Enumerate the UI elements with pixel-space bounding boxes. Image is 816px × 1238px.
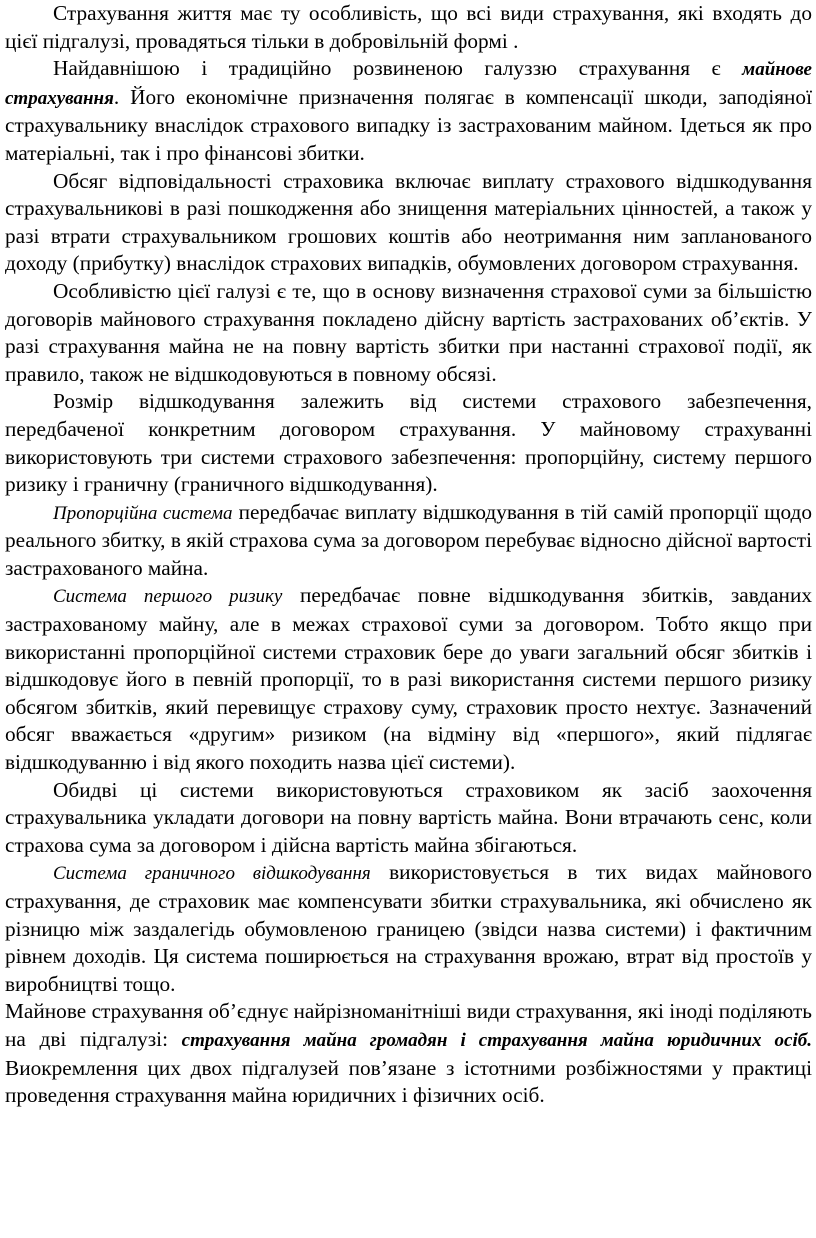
- paragraph-text: Обсяг відповідальності страховика включає виплату страхового відшкодування страхувальникові в разі пошкодження або знищення матеріальних цінностей, а також у разі втрати страхувальником грошових коштів або неотримання ним запланованого доходу (прибутку) внаслідок страхових випадків, обумовлених договором страхування.: [5, 168, 812, 276]
- term-proportional-system: Пропорційна система: [53, 502, 233, 524]
- term-first-risk-system: Система першого ризику: [53, 586, 283, 608]
- paragraph-coverage-systems: [5, 388, 812, 498]
- paragraph-subsectors: [5, 998, 812, 1109]
- paragraph-text: Виокремлення цих двох підгалузей пов’язане з істотними розбіжностями у практиці проведення страхування майна юридичних і фізичних осіб.: [5, 1055, 812, 1108]
- paragraph-limit-system: [5, 859, 812, 998]
- paragraph-text: передбачає повне відшкодування збитків, завданих застрахованому майну, але в межах страхової суми за договором. Тобто якщо при використанні пропорційної системи страховик бере до уваги загальний обсяг збитків і відшкодовує його в певній пропорції, то в разі використання системи першого ризику обсягом збитків, який перевищує страхову суму, страховик просто нехтує. Зазначений обсяг вважається «другим» ризиком (на відміну від «першого», який підлягає відшкодуванню і від якого походить назва цієї системи).: [5, 583, 812, 775]
- paragraph-text: Майнове страхування об’єднує найрізноманітніші види страхування, які іноді поділяють на дві підгалузі:: [5, 999, 812, 1051]
- paragraph-text: передбачає виплату відшкодування в тій самій пропорції щодо реального збитку, в якій страхова сума за договором перебуває відносно дійсної вартості застрахованого майна.: [5, 499, 812, 580]
- paragraph-text: Найдавнішою і традиційно розвиненою галуззю страхування є: [53, 56, 743, 81]
- paragraph-text: . Його економічне призначення полягає в компенсації шкоди, заподіяної страхувальнику внаслідок страхового випадку із застрахованим майном. Ідеться як про матеріальні, так і про фінансові збитки.: [5, 84, 812, 165]
- paragraph-text: використовується в тих видах майнового страхування, де страховик має компенсувати збитки страхувальника, які обчислено як різницю між заздалегідь обумовленою границею (звідси назва системи) і фактичним рівнем доходів. Ця система поширюється на страхування врожаю, втрат від простоїв у виробництві тощо.: [5, 860, 812, 996]
- term-limit-system: Система граничного відшкодування: [53, 863, 371, 885]
- paragraph-text: Обидві ці системи використовуються страховиком як засіб заохочення страхувальника укладати договори на повну вартість майна. Вони втрачають сенс, коли страхова сума за договором і дійсна вартість майна збігаються.: [5, 777, 812, 857]
- paragraph-both-systems: [5, 777, 812, 860]
- paragraph-sum-insured: [5, 278, 812, 388]
- paragraph-proportional-system: [5, 499, 812, 583]
- paragraph-first-risk-system: [5, 582, 812, 776]
- paragraph-text: Страхування життя має ту особливість, що всі види страхування, які входять до цієї підгалузі, провадяться тільки в добровільній формі .: [5, 1, 812, 53]
- term-subsectors: страхування майна громадян і страхування майна юридичних осіб.: [181, 1029, 812, 1051]
- paragraph-text: Розмір відшкодування залежить від системи страхового забезпечення, передбаченої конкретним договором страхування. У майновому страхуванні використовують три системи страхового забезпечення: пропорційну, систему першого ризику і граничну (граничного відшкодування).: [5, 389, 812, 497]
- paragraph-insurer-liability: [5, 168, 812, 278]
- paragraph-property-insurance: [5, 55, 812, 167]
- paragraph-life-insurance: [5, 0, 812, 55]
- paragraph-text: Особливістю цієї галузі є те, що в основу визначення страхової суми за більшістю договорів майнового страхування покладено дійсну вартість застрахованих об’єктів. У разі страхування майна не на повну вартість збитки при настанні страхової події, як правило, також не відшкодовуються в повному обсязі.: [5, 278, 812, 386]
- term-property-insurance: майнове страхування: [5, 59, 812, 109]
